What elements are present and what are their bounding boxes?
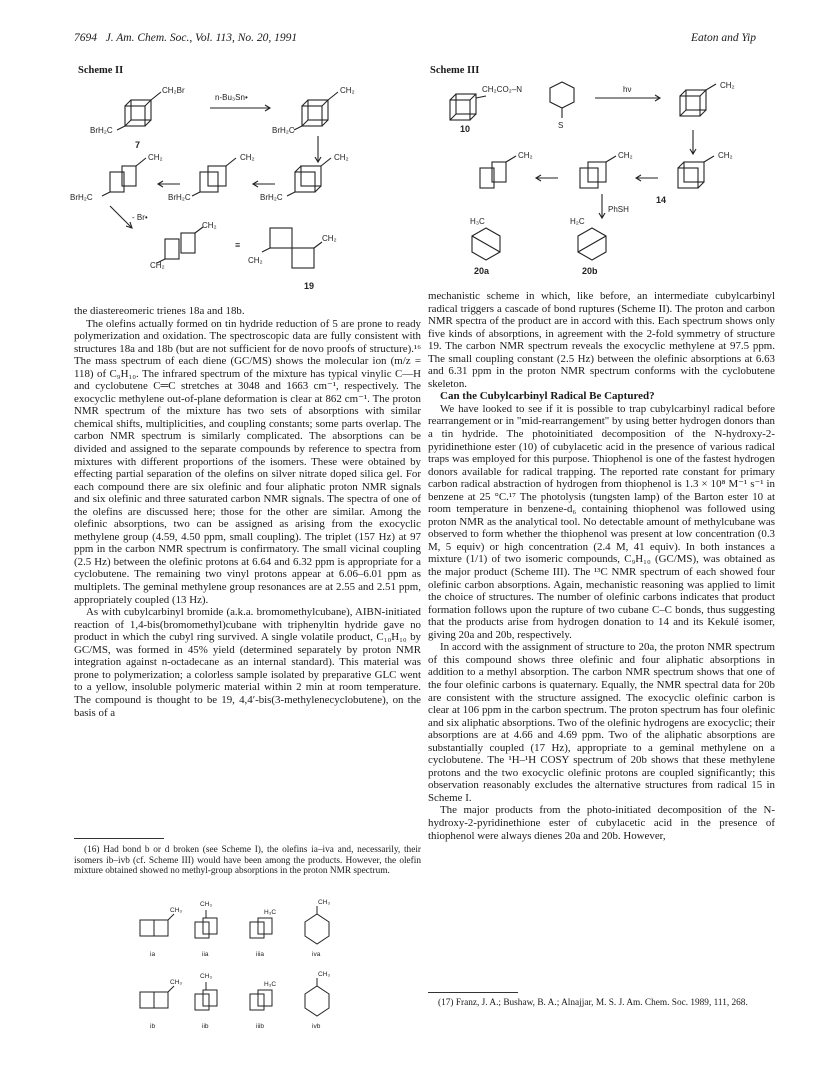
compound-19-label: 19: [304, 281, 315, 291]
label-ch2-19c: CH₂: [322, 234, 337, 243]
label-brh2c-4: BrH₂C: [168, 193, 191, 202]
footnote-structures: [140, 900, 360, 1050]
left-paragraph-0: the diastereomeric trienes 18a and 18b.: [74, 305, 245, 317]
fig-ch3-ib: CH₃: [170, 979, 183, 986]
fig-label-iiib: iiib: [256, 1023, 264, 1030]
label-brh2c-2: BrH₂C: [272, 126, 295, 135]
label-ch2-s3a: CH₂: [720, 81, 735, 90]
scheme-3-graphic: [430, 78, 770, 278]
fig-label-ivb: ivb: [312, 1023, 321, 1030]
right-paragraph-1: We have looked to see if it is possible to trap cubylcarbinyl radical before rearrangement or in "mid-rearrangement" by using better hydrogen donors than a tin hydride. The photoinitiated decomposition of the N-hydroxy-2-pyridinethione ester (10) of cubylacetic acid in the presence of various radical traps was employed for this purpose. Thiophenol is one of the fastest hydrogen donors available for radical trapping. The reported rate constant for primary carbon radical abstraction of hydrogen from thiophenol is 1.3 × 10⁸ M⁻¹ s⁻¹ in benzene at 25 °C.¹⁷ The photolysis (tungsten lamp) of the Barton ester 10 at room temperature in benzene-d₆ containing thiophenol was followed using proton NMR as the analytical tool. No detectable amount of methylcubane was observed to form whether the thiophenol was present at low concentration (0.3 M, 5 equiv) or high concentration (2.4 M, 41 equiv). In both instances a mixture (1/1) of two isomeric compounds, C₉H₁₀ (GC/MS), was obtained as the major product (Scheme III). The ¹³C NMR spectrum of each showed four olefinic carbon absorptions. Again, mechanistic reasoning was applied to limit the choice of structures. The number of olefinic carbons indicates that product formation follows upon the rupture of two cubane C–C bonds, thus suggesting that the products arise from hydrogen donation to 14 and its Kekulé isomer, giving 20a and 20b, respectively.: [428, 402, 775, 641]
label-ch2-19d: CH₂: [248, 256, 263, 265]
footnote-16: [74, 845, 421, 877]
ester-group-label: CH₂CO₂–N: [482, 85, 522, 94]
fig-h3c-iiib: H₃C: [264, 981, 277, 988]
fig-ch3-ivb: CH₃: [318, 971, 331, 978]
right-paragraph-0: mechanistic scheme in which, like before, an intermediate cubylcarbinyl radical triggers a cascade of bond ruptures (Scheme II). The proton and carbon NMR spectra of the product are in accord with this. Each spectrum shows only five kinds of absorptions, in agreement with the 2-fold symmetry of structure 19. The carbon NMR spectrum reveals the exocyclic methylene at 97.5 ppm. The small coupling constant (2.5 Hz) between the olefinic absorptions at 6.63 and 6.31 ppm in the proton NMR spectrum conforms with the cyclobutene skeleton.: [428, 290, 775, 390]
compound-10-label: 10: [460, 124, 471, 134]
left-paragraph-2: As with cubylcarbinyl bromide (a.k.a. bromomethylcubane), AIBN-initiated reaction of 1,4-bis(bromomethyl)cubane with triphenyltin hydride gave no product in which the cubyl ring survived. A single volatile product, C₁₀H₁₀ by GC/MS, was formed in 45% yield (determined separately by proton NMR integration against n-octadecane as an internal standard). This material was prone to polymerization; a colorless sample isolated by preparative GLC went to a yellow, insoluble polymeric material within 2 min at room temperature. The compound is thought to be 19, 4,4′-bis(3-methylenecyclobutene), on the basis of a: [74, 606, 421, 719]
fig-label-iiia: iiia: [256, 951, 264, 958]
right-column: [428, 290, 775, 842]
fig-label-ib: ib: [150, 1023, 156, 1030]
hv-label: hν: [623, 85, 632, 94]
left-column: [74, 305, 421, 719]
page-header-left: [74, 32, 297, 44]
compound-20b-label: 20b: [582, 266, 598, 276]
fig-ch3-ia: CH₃: [170, 907, 183, 914]
page-header-authors: Eaton and Yip: [691, 32, 756, 44]
label-brh2c-3: BrH₂C: [70, 193, 93, 202]
fig-ch3-iia: CH₃: [200, 901, 213, 908]
footnote-16-text: (16) Had bond b or d broken (see Scheme I), the olefins ia–iva and, necessarily, their isomers ib–ivb (cf. Scheme III) would have been among the products. However, the olefin mixture obtained showed no methyl-group absorptions in the proton NMR spectrum.: [74, 845, 421, 877]
label-brh2c: BrH₂C: [90, 126, 113, 135]
footnote-rule-left: [74, 838, 164, 839]
label-ch2-19a: CH₂: [202, 221, 217, 230]
scheme-2-graphic: [70, 78, 420, 298]
compound-14-label: 14: [656, 195, 667, 205]
fig-ch3-iva: CH₃: [318, 899, 331, 906]
label-ch2-row2b: CH₂: [240, 153, 255, 162]
br-loss-label: - Br•: [132, 213, 148, 222]
h2c-label: H₂C: [570, 217, 585, 226]
footnote-17: [428, 998, 775, 1009]
compound-7-label: 7: [135, 140, 141, 150]
label-ch2-s3c: CH₂: [618, 151, 633, 160]
label-ch2br: CH₂Br: [162, 86, 185, 95]
phsh-label: PhSH: [608, 205, 629, 214]
scheme-2-title: Scheme II: [78, 65, 124, 76]
footnote-17-text: (17) Franz, J. A.; Bushaw, B. A.; Alnajjar, M. S. J. Am. Chem. Soc. 1989, 111, 268.: [438, 998, 748, 1008]
scheme-3-title: Scheme III: [430, 65, 480, 76]
right-paragraph-3: The major products from the photo-initiated decomposition of the N-hydroxy-2-pyridinethione ester of cubylacetic acid in the presence of thiophenol were always dienes 20a and 20b. However,: [428, 804, 775, 842]
fig-label-ia: ia: [150, 951, 156, 958]
page-number: 7694: [74, 32, 97, 44]
label-ch2-row2c: CH₂: [148, 153, 163, 162]
fig-h3c-iiia: H₃C: [264, 909, 277, 916]
label-ch2-s3b: CH₂: [718, 151, 733, 160]
equals-sign: ≡: [235, 240, 241, 250]
footnote-rule-right: [428, 992, 518, 993]
compound-20a-label: 20a: [474, 266, 490, 276]
fig-ch3-iib: CH₃: [200, 973, 213, 980]
label-ch2-19b: CH₂: [150, 261, 165, 270]
sulfur-label: S: [558, 121, 564, 130]
label-ch2-row2a: CH₂: [334, 153, 349, 162]
label-ch2-s3d: CH₂: [518, 151, 533, 160]
section-heading: Can the Cubylcarbinyl Radical Be Captured?: [440, 390, 655, 403]
fig-label-iia: iia: [202, 951, 209, 958]
journal-citation: J. Am. Chem. Soc., Vol. 113, No. 20, 1991: [105, 32, 298, 44]
left-paragraph-1: The olefins actually formed on tin hydride reduction of 5 are prone to ready polymerization and oxidation. The spectroscopic data are fully consistent with structures 18a and 18b (but are not sufficient for de novo proofs of structure).¹⁶ The mass spectrum of each diene (GC/MS) shows the molecular ion (m/z = 118) of C₉H₁₀. The infrared spectrum of the mixture has typical vinylic C—H and cyclobutene C═C stretches at 3048 and 1663 cm⁻¹, respectively. The exocyclic methylene out-of-plane deformation is clear at 862 cm⁻¹. The proton NMR spectrum of the mixture has two sets of absorptions with similar chemical shifts, multiplicities, and coupling constants; some parts overlap. The carbon NMR spectrum is similarly complicated. The absorptions can be divided and assigned to the separate compounds by reference to spectra from mixtures with different proportions of the isomers. These were obtained by effecting partial separation of the olefins on silver nitrate doped silica gel. For each compound there are six olefinic and four aliphatic proton NMR signals and six olefinic and three saturated carbon NMR signals. The spectra of one of the olefins are discussed here; those for the other are similar. Among the olefinic absorptions, two can be assigned as arising from the exocyclic methylene group (4.59, 4.50 ppm, small coupling). The triplet (157 Hz) at 97 ppm in the carbon NMR spectrum is confirmatory. The small vicinal coupling (2.5 Hz) between the olefinic protons at 6.64 and 6.32 ppm is appropriate for a cyclobutene. The remaining two vinyl protons appear at 6.06–6.01 ppm as multiplets. The geminal methylene group resonances are at 2.55 and 2.51 ppm, appropriately coupled (13 Hz).: [74, 317, 421, 606]
h3c-label: H₃C: [470, 217, 485, 226]
label-ch2-radical: CH₂: [340, 86, 355, 95]
fig-label-iva: iva: [312, 951, 321, 958]
reagent-label: n-Bu₃Sn•: [215, 93, 248, 102]
label-brh2c-5: BrH₂C: [260, 193, 283, 202]
fig-label-iib: iib: [202, 1023, 209, 1030]
right-paragraph-2: In accord with the assignment of structure to 20a, the proton NMR spectrum of this compound shows three olefinic and four aliphatic absorptions in addition to a methyl absorption. The carbon NMR spectrum shows that one of the four olefinic carbons is quaternary. Equally, the NMR spectral data for 20b are consistent with the structure assigned. The exocyclic olefinic carbon is clear at 106 ppm in the carbon spectrum. The proton spectrum has four olefinic and six aliphatic absorptions. Two of the olefinic hydrogens are exocyclic; their absorptions are at 4.66 and 4.69 ppm. Two of the aliphatic absorptions are substantially coupled (17 Hz), appropriate to a geminal methylene on a cyclobutene. The ¹H–¹H COSY spectrum of 20b shows that these methylene protons and the two exocyclic olefinic protons are coupled significantly; this observation reasonably excludes the alternative structures from radical 15 in Scheme I.: [428, 641, 775, 804]
